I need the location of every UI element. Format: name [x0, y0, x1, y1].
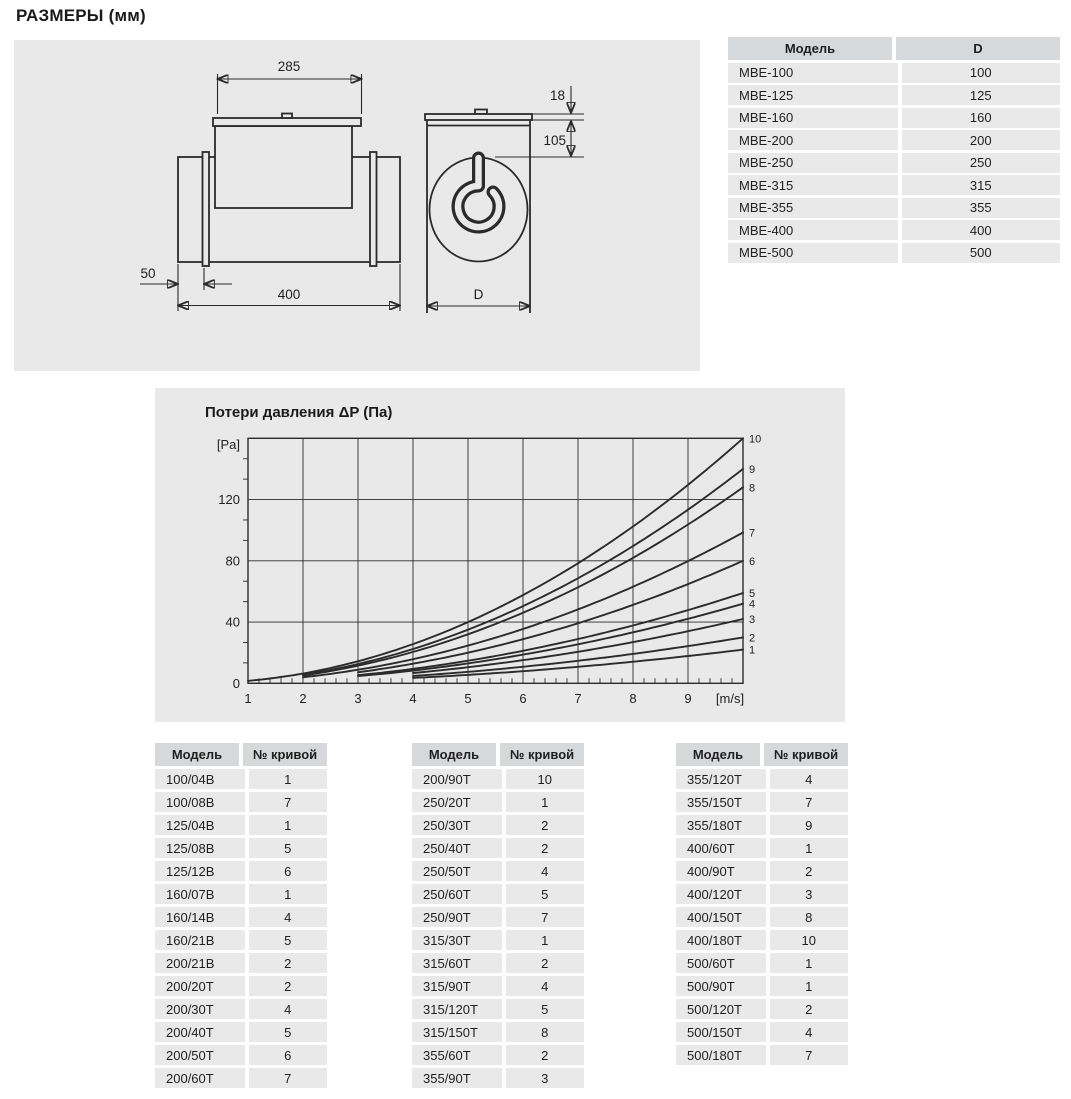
x-tick-label: 4 [409, 691, 417, 706]
dim-d-label: D [473, 287, 484, 302]
flange-left [203, 152, 210, 266]
table-row [155, 1068, 327, 1088]
y-tick-label: 120 [218, 492, 240, 508]
x-tick-label: 8 [629, 691, 637, 706]
table-row [155, 792, 327, 812]
table-cell: 125 [902, 85, 1061, 105]
table-row [412, 953, 584, 973]
table-cell: 200/20T [155, 976, 245, 996]
table-cell: 200/50T [155, 1045, 245, 1065]
table-row [728, 108, 1060, 128]
table-cell: 4 [770, 769, 849, 789]
table-row [676, 861, 848, 881]
y-tick-label: 80 [225, 553, 240, 569]
curve-table-1 [155, 743, 327, 1088]
x-tick-label: 7 [574, 691, 582, 706]
pressure-loss-chart-panel [155, 388, 845, 722]
table-header-cell: № кривой [764, 743, 848, 766]
table-header-cell: № кривой [243, 743, 327, 766]
table-cell: 200/40T [155, 1022, 245, 1042]
x-tick-label: 2 [299, 691, 307, 706]
curve-number-label: 9 [749, 463, 756, 476]
lid-front [425, 114, 532, 120]
x-axis-unit-label: [m/s] [715, 691, 745, 706]
table-cell: 7 [249, 792, 328, 812]
table-row [728, 130, 1060, 150]
table-cell: 100/08B [155, 792, 245, 812]
table-cell: 7 [770, 1045, 849, 1065]
table-header-row [728, 37, 1060, 60]
table-cell: MBE-355 [728, 198, 898, 218]
table-cell: 400/150T [676, 907, 766, 927]
table-cell: 4 [506, 861, 585, 881]
table-cell: 1 [249, 884, 328, 904]
table-cell: 500/150T [676, 1022, 766, 1042]
table-row [676, 1022, 848, 1042]
curve-number-label: 1 [749, 644, 756, 657]
table-cell: 250/90T [412, 907, 502, 927]
table-cell: 4 [249, 999, 328, 1019]
table-row [412, 815, 584, 835]
table-cell: 5 [249, 838, 328, 858]
table-header-cell: № кривой [500, 743, 584, 766]
table-row [412, 769, 584, 789]
curve-number-label: 4 [749, 598, 756, 611]
table-cell: 100 [902, 63, 1061, 83]
table-cell: 125/08B [155, 838, 245, 858]
table-cell: 125/12B [155, 861, 245, 881]
x-tick-label: 1 [244, 691, 252, 706]
table-row [155, 838, 327, 858]
side-view [140, 59, 400, 311]
table-row [412, 1068, 584, 1088]
terminal-box-lid [213, 118, 361, 126]
table-cell: 2 [506, 953, 585, 973]
x-tick-label: 9 [684, 691, 692, 706]
table-row [728, 220, 1060, 240]
table-cell: 125/04B [155, 815, 245, 835]
table-header-cell: Модель [412, 743, 496, 766]
table-cell: 8 [770, 907, 849, 927]
curve-number-label: 3 [749, 613, 756, 626]
table-row [412, 907, 584, 927]
table-cell: MBE-315 [728, 175, 898, 195]
dim-50-label: 50 [140, 266, 156, 281]
table-row [412, 976, 584, 996]
table-cell: 250/60T [412, 884, 502, 904]
table-row [676, 930, 848, 950]
table-row [155, 976, 327, 996]
table-row [155, 930, 327, 950]
table-header-cell: Модель [155, 743, 239, 766]
front-view [425, 86, 584, 313]
table-cell: 315/90T [412, 976, 502, 996]
table-cell: 160/07B [155, 884, 245, 904]
table-row [155, 1045, 327, 1065]
table-header-cell: Модель [676, 743, 760, 766]
curve-number-label: 10 [749, 433, 762, 446]
table-cell: MBE-125 [728, 85, 898, 105]
table-cell: 2 [249, 953, 328, 973]
curve-number-label: 7 [749, 527, 756, 540]
table-row [676, 838, 848, 858]
table-cell: 315 [902, 175, 1061, 195]
table-cell: 400/60T [676, 838, 766, 858]
table-cell: 355/150T [676, 792, 766, 812]
dimensions-drawing [14, 40, 700, 371]
table-cell: 2 [770, 999, 849, 1019]
table-cell: 1 [770, 953, 849, 973]
table-cell: 500/90T [676, 976, 766, 996]
table-cell: 250/50T [412, 861, 502, 881]
dim-400-label: 400 [277, 287, 301, 302]
table-cell: 6 [249, 1045, 328, 1065]
table-row [155, 815, 327, 835]
y-tick-label: 0 [232, 675, 240, 691]
table-row [728, 198, 1060, 218]
table-cell: 200/60T [155, 1068, 245, 1088]
curve-number-label: 8 [749, 482, 756, 495]
table-row [412, 930, 584, 950]
lid-knob [282, 114, 292, 119]
dimensions-drawing-panel [14, 40, 700, 371]
page-title: РАЗМЕРЫ (мм) [16, 6, 146, 25]
flange-right [370, 152, 377, 266]
table-cell: 250/40T [412, 838, 502, 858]
table-row [155, 999, 327, 1019]
table-cell: 355/120T [676, 769, 766, 789]
table-cell: 1 [770, 976, 849, 996]
table-cell: 200 [902, 130, 1061, 150]
table-row [412, 861, 584, 881]
table-cell: 5 [506, 884, 585, 904]
table-cell: 315/120T [412, 999, 502, 1019]
table-row [155, 884, 327, 904]
x-tick-label: 5 [464, 691, 472, 706]
table-cell: 2 [249, 976, 328, 996]
chart-title: Потери давления ΔP (Па) [205, 404, 393, 421]
table-row [728, 63, 1060, 83]
table-row [676, 999, 848, 1019]
table-cell: 355/180T [676, 815, 766, 835]
table-cell: 500/180T [676, 1045, 766, 1065]
table-cell: 500/120T [676, 999, 766, 1019]
table-cell: MBE-100 [728, 63, 898, 83]
table-cell: 355/60T [412, 1045, 502, 1065]
table-cell: 200/21B [155, 953, 245, 973]
table-row [676, 884, 848, 904]
table-cell: 7 [506, 907, 585, 927]
table-cell: 200/90T [412, 769, 502, 789]
table-cell: 160 [902, 108, 1061, 128]
table-row [412, 1022, 584, 1042]
table-cell: 250/30T [412, 815, 502, 835]
table-row [412, 1045, 584, 1065]
table-cell: 1 [506, 930, 585, 950]
table-cell: 200/30T [155, 999, 245, 1019]
table-cell: 160/21B [155, 930, 245, 950]
curve-number-label: 2 [749, 632, 756, 645]
y-tick-label: 40 [225, 614, 240, 630]
dim-285-label: 285 [277, 59, 301, 74]
table-cell: 1 [506, 792, 585, 812]
table-cell: 2 [506, 1045, 585, 1065]
table-cell: 355 [902, 198, 1061, 218]
table-cell: 355/90T [412, 1068, 502, 1088]
table-cell: 6 [249, 861, 328, 881]
table-header-cell: Модель [728, 37, 892, 60]
table-row [412, 838, 584, 858]
table-cell: 10 [506, 769, 585, 789]
table-cell: 1 [249, 769, 328, 789]
table-cell: 100/04B [155, 769, 245, 789]
table-cell: MBE-160 [728, 108, 898, 128]
table-cell: 160/14B [155, 907, 245, 927]
terminal-box [215, 126, 352, 208]
table-cell: 315/30T [412, 930, 502, 950]
table-cell: 4 [770, 1022, 849, 1042]
table-row [412, 884, 584, 904]
table-cell: 250 [902, 153, 1061, 173]
x-tick-label: 3 [354, 691, 362, 706]
table-row [728, 175, 1060, 195]
table-row [155, 1022, 327, 1042]
curve-table-2 [412, 743, 584, 1088]
table-cell: MBE-400 [728, 220, 898, 240]
table-cell: 8 [506, 1022, 585, 1042]
table-cell: MBE-200 [728, 130, 898, 150]
table-cell: 5 [506, 999, 585, 1019]
table-row [155, 907, 327, 927]
table-row [676, 1045, 848, 1065]
pressure-curve-4 [358, 604, 743, 676]
table-row [676, 792, 848, 812]
table-cell: 1 [249, 815, 328, 835]
table-row [412, 792, 584, 812]
table-header-row [155, 743, 327, 766]
table-row [155, 953, 327, 973]
curve-table-3 [676, 743, 848, 1065]
table-row [676, 976, 848, 996]
table-cell: 400/180T [676, 930, 766, 950]
table-cell: 2 [770, 861, 849, 881]
table-cell: 400 [902, 220, 1061, 240]
table-cell: 2 [506, 838, 585, 858]
pressure-curve-10 [248, 438, 743, 681]
table-cell: 400/120T [676, 884, 766, 904]
table-cell: 9 [770, 815, 849, 835]
table-header-cell: D [896, 37, 1060, 60]
table-row [728, 243, 1060, 263]
table-row [728, 153, 1060, 173]
table-row [728, 85, 1060, 105]
table-cell: 5 [249, 930, 328, 950]
pressure-loss-chart [155, 388, 845, 722]
table-header-row [676, 743, 848, 766]
table-cell: 500 [902, 243, 1061, 263]
curve-number-label: 6 [749, 555, 756, 568]
table-cell: 400/90T [676, 861, 766, 881]
table-cell: MBE-250 [728, 153, 898, 173]
table-cell: 4 [249, 907, 328, 927]
table-row [676, 907, 848, 927]
table-cell: MBE-500 [728, 243, 898, 263]
curve-number-label: 5 [749, 587, 756, 600]
y-axis-unit-label: [Pa] [216, 437, 240, 452]
table-cell: 2 [506, 815, 585, 835]
table-row [155, 769, 327, 789]
model-diameter-table [728, 37, 1060, 263]
table-cell: 315/60T [412, 953, 502, 973]
dim-18-label: 18 [549, 88, 565, 103]
table-cell: 500/60T [676, 953, 766, 973]
table-cell: 10 [770, 930, 849, 950]
table-cell: 250/20T [412, 792, 502, 812]
dim-105-label: 105 [543, 133, 566, 148]
table-cell: 3 [770, 884, 849, 904]
table-cell: 7 [770, 792, 849, 812]
table-cell: 1 [770, 838, 849, 858]
table-row [155, 861, 327, 881]
table-row [676, 953, 848, 973]
table-header-row [412, 743, 584, 766]
table-row [676, 815, 848, 835]
table-cell: 315/150T [412, 1022, 502, 1042]
table-row [676, 769, 848, 789]
table-cell: 3 [506, 1068, 585, 1088]
table-cell: 4 [506, 976, 585, 996]
x-tick-label: 6 [519, 691, 527, 706]
table-cell: 7 [249, 1068, 328, 1088]
table-row [412, 999, 584, 1019]
table-cell: 5 [249, 1022, 328, 1042]
